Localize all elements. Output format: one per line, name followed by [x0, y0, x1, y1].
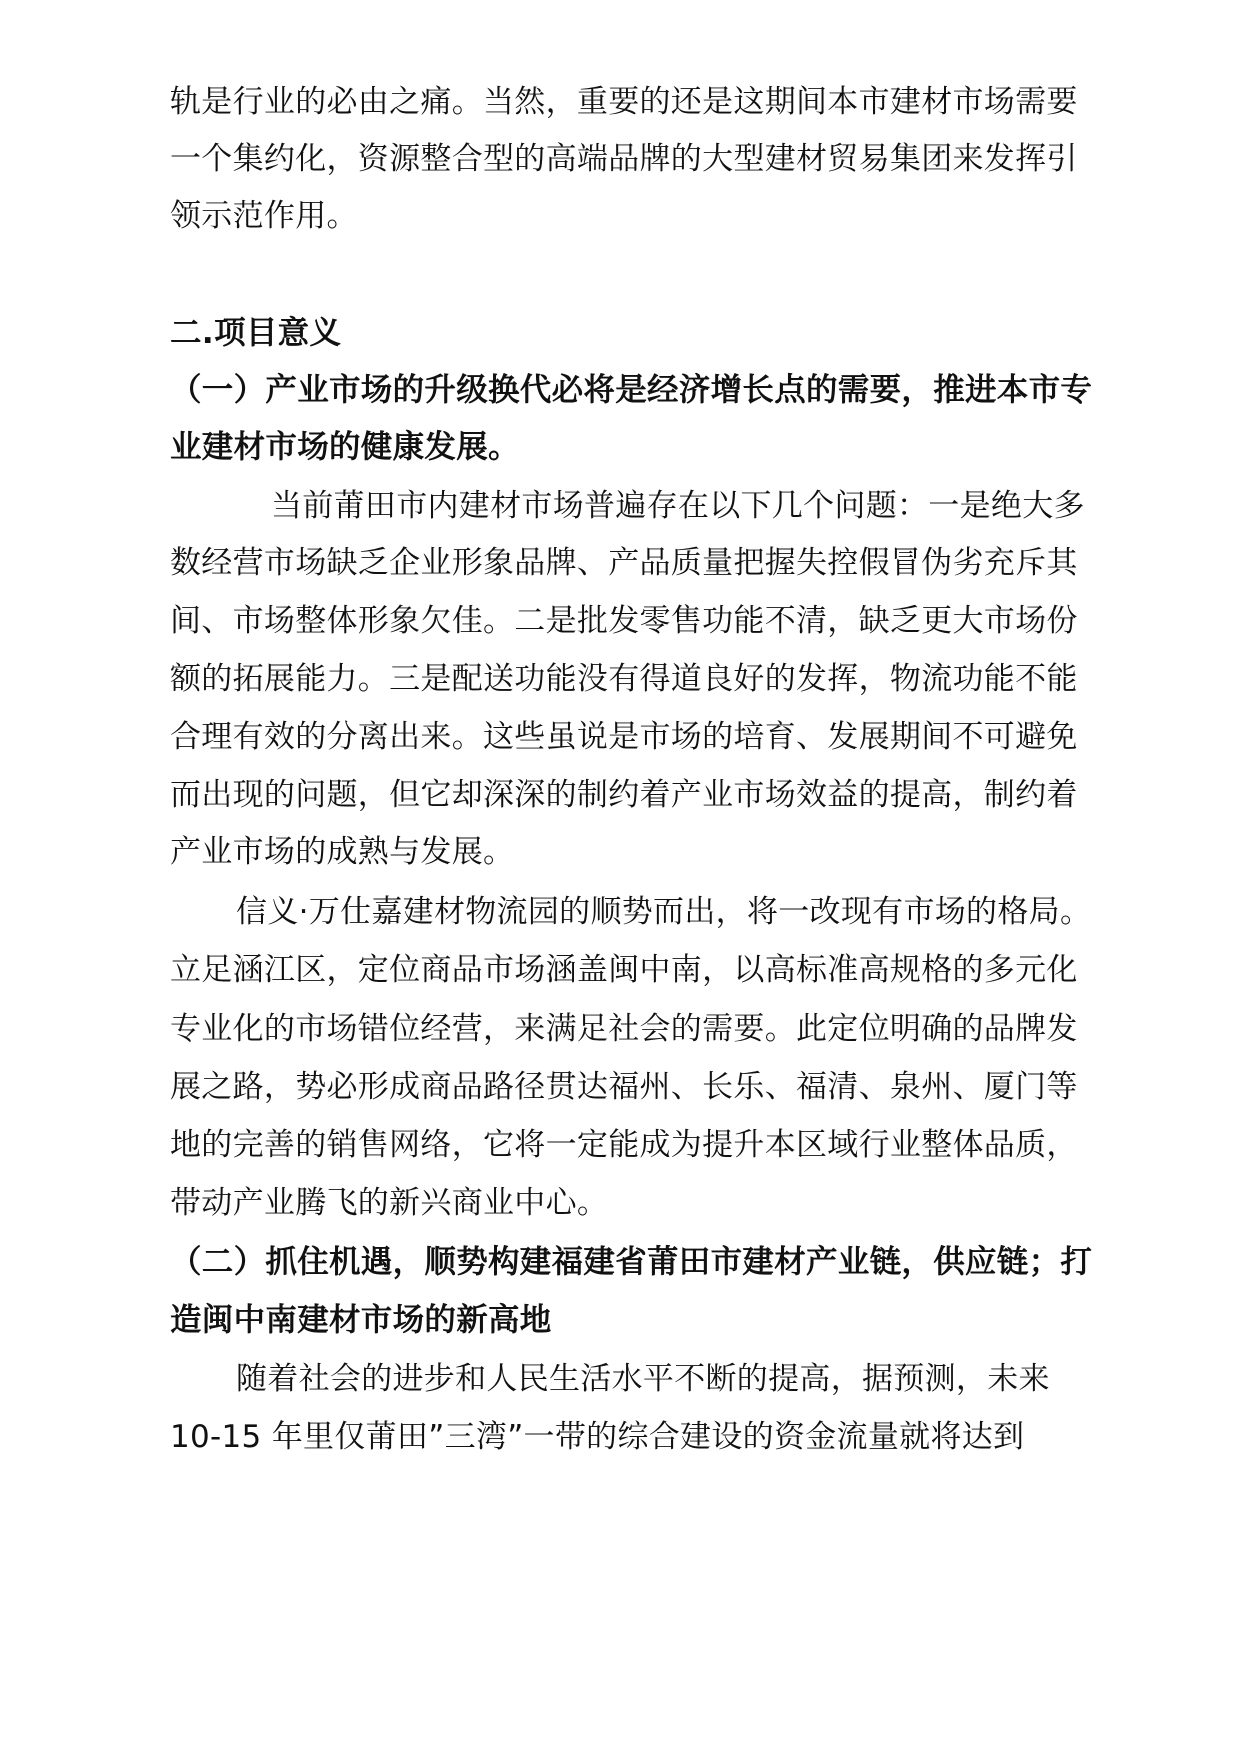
body-text-line: 而出现的问题，但它却深深的制约着产业市场效益的提高，制约着	[170, 777, 1078, 813]
subsection-heading: （二）抓住机遇，顺势构建福建省莆田市建材产业链，供应链；打	[170, 1244, 1093, 1280]
subsection-heading: （一）产业市场的升级换代必将是经济增长点的需要，推进本市专	[170, 372, 1093, 408]
body-text-line: 专业化的市场错位经营，来满足社会的需要。此定位明确的品牌发	[170, 1011, 1078, 1047]
body-text-line: 额的拓展能力。三是配送功能没有得道良好的发挥，物流功能不能	[170, 661, 1078, 697]
section-heading: 二.项目意义	[170, 315, 342, 351]
body-text-line: 带动产业腾飞的新兴商业中心。	[170, 1185, 609, 1221]
body-text-line: 数经营市场缺乏企业形象品牌、产品质量把握失控假冒伪劣充斥其	[170, 545, 1078, 581]
body-text-line: 一个集约化，资源整合型的高端品牌的大型建材贸易集团来发挥引	[170, 141, 1078, 177]
body-text-line: 信义·万仕嘉建材物流园的顺势而出，将一改现有市场的格局。	[236, 894, 1092, 930]
body-text-line: 轨是行业的必由之痛。当然，重要的还是这期间本市建材市场需要	[170, 84, 1078, 120]
body-text-line: 产业市场的成熟与发展。	[170, 834, 515, 870]
body-text-line: 展之路，势必形成商品路径贯达福州、长乐、福清、泉州、厦门等	[170, 1069, 1078, 1105]
subsection-heading: 业建材市场的健康发展。	[170, 429, 520, 465]
subsection-heading: 造闽中南建材市场的新高地	[170, 1302, 552, 1338]
body-text-line: 领示范作用。	[170, 198, 358, 234]
body-text-line: 随着社会的进步和人民生活水平不断的提高，据预测，未来	[236, 1361, 1050, 1397]
body-text-line: 立足涵江区，定位商品市场涵盖闽中南，以高标准高规格的多元化	[170, 952, 1078, 988]
body-text-line: 当前莆田市内建材市场普遍存在以下几个问题：一是绝大多	[271, 488, 1085, 524]
body-text-line: 地的完善的销售网络，它将一定能成为提升本区域行业整体品质，	[170, 1127, 1078, 1163]
body-text-line: 10-15 年里仅莆田”三湾”一带的综合建设的资金流量就将达到	[170, 1419, 1025, 1455]
body-text-line: 间、市场整体形象欠佳。二是批发零售功能不清，缺乏更大市场份	[170, 603, 1078, 639]
body-text-line: 合理有效的分离出来。这些虽说是市场的培育、发展期间不可避免	[170, 719, 1078, 755]
